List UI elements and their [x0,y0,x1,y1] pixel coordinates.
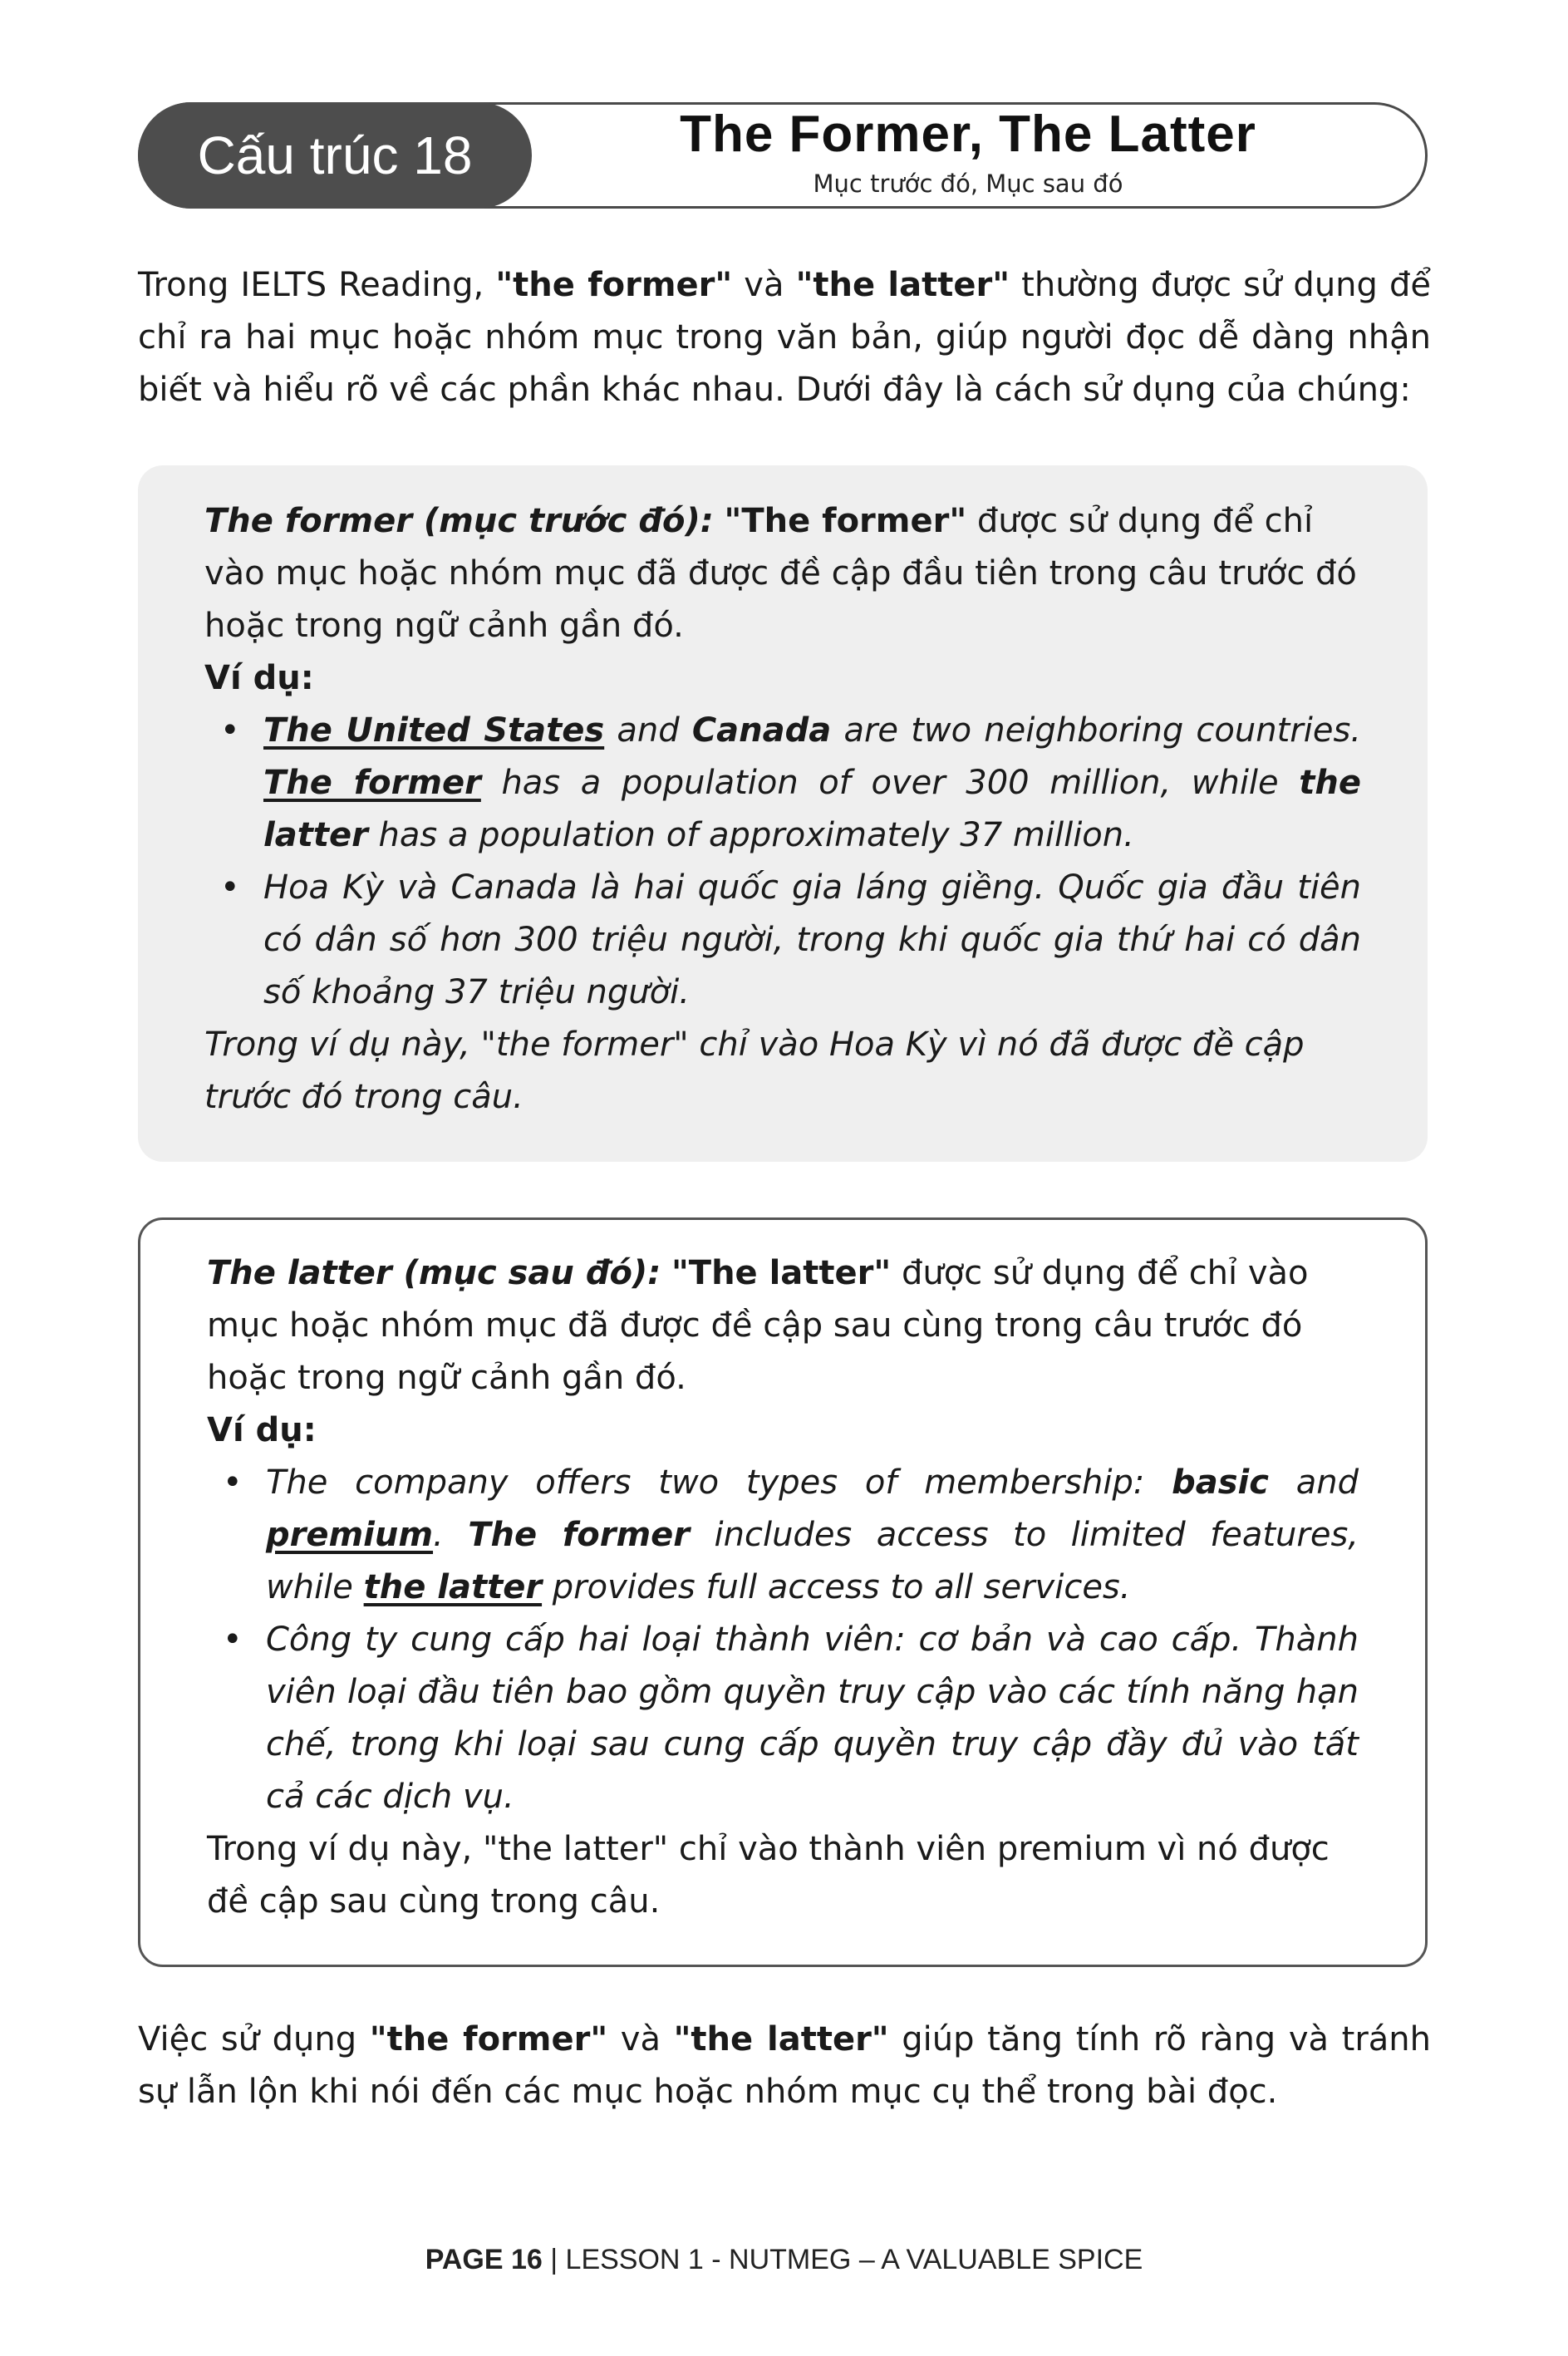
latter-heading: The latter (mục sau đó): [207,1254,661,1292]
former-definition: The former (mục trước đó): "The former" được sử dụng để chỉ vào mục hoặc nhóm mục đã được đề cập đầu tiên trong câu trước đó hoặc trong ngữ cảnh gần đó. [204,502,1357,645]
bullet-icon: • [220,868,240,907]
former-example-list [204,705,1361,1019]
former-example-label: Ví dụ: [204,659,314,697]
page-subtitle: Mục trước đó, Mục sau đó [813,170,1123,198]
page-footer: PAGE 16 | LESSON 1 - NUTMEG – A VALUABLE SPICE [425,2244,1143,2275]
bullet-icon: • [223,1621,243,1659]
latter-note: Trong ví dụ này, "the latter" chỉ vào thành viên premium vì nó được đề cập sau cùng trong câu. [207,1830,1330,1921]
latter-example-list [207,1457,1359,1823]
structure-label: Cấu trúc 18 [138,102,532,209]
list-item: • The company offers two types of membership: basic and premium. The former includes access to limited features, while the latter provides full access to all services. [207,1457,1359,1614]
page-title: The Former, The Latter [680,106,1256,163]
bullet-icon: • [220,711,240,750]
closing-paragraph: Việc sử dụng "the former" và "the latter" giúp tăng tính rõ ràng và tránh sự lẫn lộn khi nói đến các mục hoặc nhóm mục cụ thể trong bài đọc. [138,2020,1431,2111]
latter-definition: The latter (mục sau đó): "The latter" được sử dụng để chỉ vào mục hoặc nhóm mục đã được đề cập sau cùng trong câu trước đó hoặc trong ngữ cảnh gần đó. [207,1254,1309,1397]
latter-example-label: Ví dụ: [207,1411,317,1449]
bullet-icon: • [223,1463,243,1502]
list-item: • Hoa Kỳ và Canada là hai quốc gia láng giềng. Quốc gia đầu tiên có dân số hơn 300 triệu người, trong khi quốc gia thứ hai có dân số khoảng 37 triệu người. [204,862,1361,1019]
list-item: • Công ty cung cấp hai loại thành viên: cơ bản và cao cấp. Thành viên loại đầu tiên bao gồm quyền truy cập vào các tính năng hạn chế, trong khi loại sau cung cấp quyền truy cập đầy đủ vào tất cả các dịch vụ. [207,1614,1359,1823]
lesson-title: LESSON 1 - NUTMEG – A VALUABLE SPICE [565,2244,1143,2275]
list-item: • The United States and Canada are two neighboring countries. The former has a population of over 300 million, while the latter has a population of approximately 37 million. [204,705,1361,862]
former-note: Trong ví dụ này, "the former" chỉ vào Hoa Kỳ vì nó đã được đề cập trước đó trong câu. [204,1026,1305,1116]
former-term: "The former" [724,502,967,540]
intro-paragraph: Trong IELTS Reading, "the former" và "the latter" thường được sử dụng để chỉ ra hai mục hoặc nhóm mục trong văn bản, giúp người đọc dễ dàng nhận biết và hiểu rõ về các phần khác nhau. Dưới đây là cách sử dụng của chúng: [138,266,1431,409]
page-number: PAGE 16 [425,2244,543,2275]
former-heading: The former (mục trước đó): [204,502,714,540]
former-section-box [138,465,1428,1162]
latter-term: "The latter" [671,1254,892,1292]
latter-section-box [138,1217,1428,1967]
